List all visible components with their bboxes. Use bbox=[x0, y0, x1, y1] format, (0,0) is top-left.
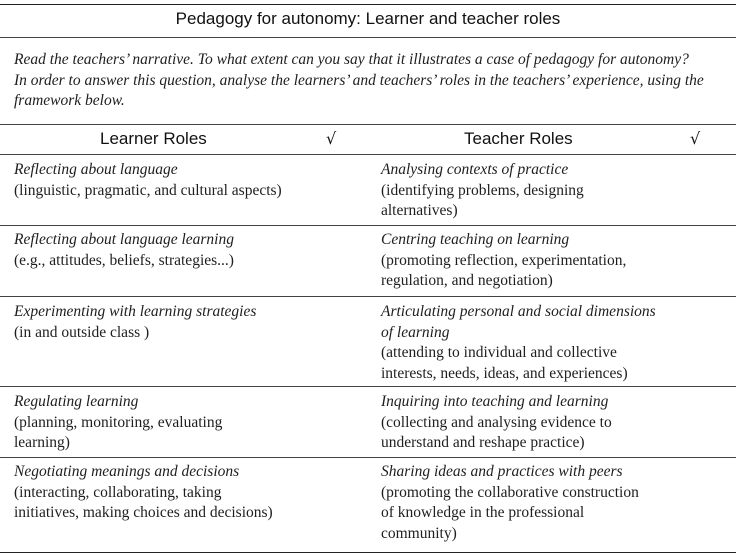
teacher-role-title: Analysing contexts of practice bbox=[381, 161, 569, 178]
teacher-role-title: Sharing ideas and practices with peers bbox=[381, 463, 623, 480]
bottom-rule bbox=[0, 552, 736, 553]
top-rule bbox=[0, 4, 736, 5]
teacher-role-title: of learning bbox=[381, 323, 450, 341]
teacher-role-detail: community) bbox=[381, 524, 457, 542]
teacher-role-cell bbox=[381, 462, 639, 544]
teacher-role-title: Articulating personal and social dimensions bbox=[381, 303, 656, 320]
teacher-role-detail: understand and reshape practice) bbox=[381, 434, 585, 451]
learner-role-cell bbox=[14, 392, 222, 454]
intro-paragraph bbox=[14, 50, 726, 112]
learner-check-header: √ bbox=[326, 129, 337, 148]
teacher-roles-header: Teacher Roles bbox=[464, 129, 573, 148]
teacher-role-title: Centring teaching on learning bbox=[381, 231, 570, 248]
learner-role-cell bbox=[14, 160, 282, 201]
teacher-role-detail: (identifying problems, designing bbox=[381, 181, 584, 199]
learner-role-detail: (interacting, collaborating, taking bbox=[14, 483, 222, 501]
learner-role-title: Regulating learning bbox=[14, 393, 139, 410]
learner-role-cell bbox=[14, 302, 256, 343]
learner-role-title: Reflecting about language bbox=[14, 161, 178, 178]
teacher-role-cell bbox=[381, 230, 626, 292]
learner-role-title: Negotiating meanings and decisions bbox=[14, 463, 240, 480]
learner-role-detail: (e.g., attitudes, beliefs, strategies...) bbox=[14, 251, 234, 269]
learner-role-title: Experimenting with learning strategies bbox=[14, 303, 257, 320]
document-title: Pedagogy for autonomy: Learner and teacher roles bbox=[175, 9, 561, 28]
teacher-role-cell bbox=[381, 392, 612, 454]
row-divider bbox=[0, 296, 736, 297]
title-rule bbox=[0, 37, 736, 38]
learner-role-detail: (linguistic, pragmatic, and cultural aspects) bbox=[14, 181, 282, 199]
teacher-role-detail: interests, needs, ideas, and experiences) bbox=[381, 364, 628, 382]
learner-role-cell bbox=[14, 462, 273, 524]
teacher-role-detail: (promoting reflection, experimentation, bbox=[381, 251, 627, 269]
learner-role-cell bbox=[14, 230, 234, 271]
teacher-role-detail: of knowledge in the professional bbox=[381, 504, 585, 521]
teacher-role-detail: regulation, and negotiation) bbox=[381, 272, 553, 289]
row-divider bbox=[0, 225, 736, 226]
row-divider bbox=[0, 386, 736, 387]
teacher-role-detail: (promoting the collaborative construction bbox=[381, 483, 639, 501]
header-top-rule bbox=[0, 124, 736, 125]
teacher-role-cell bbox=[381, 160, 584, 222]
teacher-check-header: √ bbox=[690, 129, 701, 148]
learner-role-detail: initiatives, making choices and decisions) bbox=[14, 504, 273, 521]
teacher-role-detail: (attending to individual and collective bbox=[381, 344, 617, 361]
learner-role-detail: (in and outside class ) bbox=[14, 323, 150, 341]
header-bottom-rule bbox=[0, 154, 736, 155]
row-divider bbox=[0, 457, 736, 458]
teacher-role-detail: (collecting and analysing evidence to bbox=[381, 413, 612, 431]
teacher-role-title: Inquiring into teaching and learning bbox=[381, 393, 609, 410]
learner-role-title: Reflecting about language learning bbox=[14, 231, 234, 248]
intro-line: In order to answer this question, analyse the learners’ and teachers’ roles in the teachers’ experience, using the bbox=[14, 71, 704, 89]
intro-line: Read the teachers’ narrative. To what extent can you say that it illustrates a case of pedagogy for autonomy? bbox=[14, 51, 689, 68]
learner-roles-header: Learner Roles bbox=[100, 129, 207, 148]
learner-role-detail: (planning, monitoring, evaluating bbox=[14, 413, 223, 431]
teacher-role-cell bbox=[381, 302, 656, 384]
intro-line: framework below. bbox=[14, 92, 125, 109]
learner-role-detail: learning) bbox=[14, 434, 70, 451]
teacher-role-detail: alternatives) bbox=[381, 202, 458, 219]
